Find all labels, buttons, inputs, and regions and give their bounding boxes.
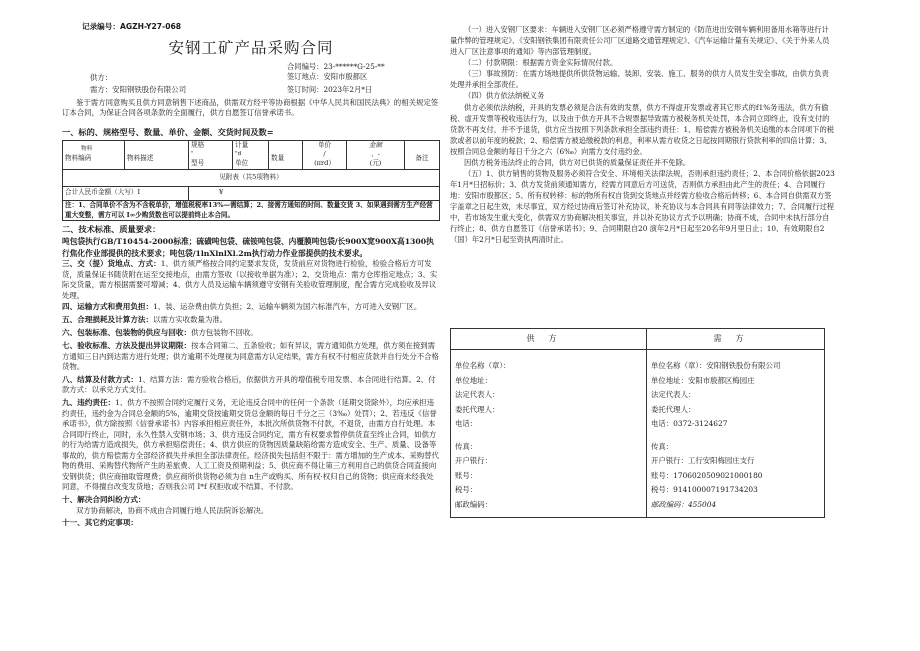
sign-time: 签订时间：2023年2月*日 [287,85,373,95]
section7: 七、验收标准、方法及提出异议期限：按本合同第二、五条验收；如有异议，需方通知供方处理，供方须在接到需方通知三日内到达需方进行处理；供方逾期不处理视为同意需方认定结果，需方有权不付相应货款并自行处分不合格货物。 [62,340,439,372]
record-number: 记录编号：AGZH-Y27-068 [82,22,182,31]
section3: 三、交（提）货地点、方式：1、供方须严格按合同约定要求发货，发货前应对货物进行检验，检验合格后方可发货，质量保证书随货附在运至交接地点，由需方签收（以接收单据为准）；2、交货地点：需方仓库指定地点；3、实际交货量，需方根据需要可增减；4、供方人员及运输车辆须遵守安钢有关验收管理制度，配合需方完成验收及异议处理。 [62,259,438,300]
clause-tax-heading: （四）供方依法纳税义务 [464,91,545,101]
clause-other-terms: （五）1、供方销售的货物及服务必须符合安全、环境相关法律法规，否则承担违约责任；2、本合同价格依据2023年1月*日招标价；3、供方发货前须通知需方，经需方同意后方可送货，否则供方承担由此产生的责任；4、合同履行地：安阳市殷都区；5、所有权转移：标的物所有权自货到交货地点并经需方验收合格后转移；6、本合同自供需双方签字盖章之日起生效，未尽事宜，双方经过协商后签订补充协议，补充协议与本合同具有同等法律效力；7、合同履行过程中，若市场发生重大变化，供需双方协商解决相关事宜，并以补充协议方式予以明确；协商不成，合同中未执行部分自行终止；8、供方自愿签订《信誉承诺书》；9、合同期限自20 演年2月*日起至20名年9月里日止；10、有效期限自2（国）年2月*日起至资执两清时止。 [450,169,835,245]
section11-title: 十一、其它约定事项： [62,518,138,528]
section1-title: 一、标的、规格型号、数量、单价、金额、交货时间及数= [62,126,274,137]
section2-title: 二、技术标准、质量要求： [62,224,161,235]
col-remark: 备注 [405,140,440,169]
col-quantity: 数量 [269,140,303,169]
clause-tax-note: 因供方税务违法终止的合同，供方对已供货的质量保证责任并不免除。 [464,157,691,167]
signature-table [450,328,825,518]
clause-tax-content: 供方必须依法纳税，开具的发票必须是合法有效的发票，供方不得虚开发票或者其它形式的f1%务违法，供方有偷税、虚开发票等税收违法行为，以及由于供方开具不合规票据导致需方被税务机关处罚，本合同立即终止，没有支付的货款不再支付，并不予退货，供方应当按照下列条款承担全部违约责任：1、赔偿需方被税务机关追缴的本合同项下的税款或者以前年度的税款；2、赔偿需方被追缴税款的利息，利率从需方收货之日起按同期银行贷款利率的四倍计算；3、按照合同总金额的每日千分之六（6‰）向需方支付违约金。 [450,102,835,156]
section10-title: 十、解决合同纠纷方式： [62,494,146,504]
sign-place: 签订地点：安阳市殷都区 [287,72,368,82]
clause-entry-requirements: （一）进入安钢厂区要求：车辆进入安钢厂区必须严格遵守需方制定的《防范进出安钢车辆利用备用水箱等进行计量作弊的管理规定》、《安阳钢铁集团有限责任公司厂区道路交通管理规定》、《汽车运输计量有关规定》、《关于外来人员进入厂区注意事项的通知》等内部管理制度。 [450,25,830,57]
col-material-code: 物料 物料编码 [63,140,125,169]
col-material-desc: 物料描述 [125,140,189,169]
clause-accident-prevention: （三）事故预防：在需方场地提供所供货物运输、装卸、安装、施工、服务的供方人员发生安全事故，由供方负责处理并承担全部责任。 [450,69,829,90]
section8: 八、结算及付款方式：1、结算方法：需方验收合格后，依据供方开具的增值税专用发票、本合同进行结算。2、付款方式：以承兑方式支付。 [62,374,436,395]
supplier-signature-block: 单位名称（章）： 单位地址： 法定代表人： 委托代理人： 电话： 传真： 开户银行： 账号： 税号： 邮政编码： [451,350,647,518]
section4: 四、运输方式和费用负担：1、装、运杂费由供方负担；2、运输车辆须为国六标准汽车，方可进入安钢厂区。 [62,302,422,312]
supplier-header: 供方 [451,329,647,350]
price-note: 注：1、合同单价不含为不含税单价，增值税税率13%—需结算；2、接需方通知的时间、数量交货 3、如果遇到需方生产经营重大变整，需方可以 I∞少购货数也可以提前终止本合同。 [63,200,440,221]
intro-paragraph: 鉴于需方同意购买且供方同意销售下述商品，供需双方经平等协商根据《中华人民共和国民法典》的相关规定签订本合同，为保证合同各项条款的全面履行，供方自愿签订信誉承诺书。 [62,97,439,118]
section9: 九、违约责任：1、供方不按照合同约定履行义务，无论违反合同中的任何一个条款（延期交货除外），均应承担违约责任，违约金为合同总金额的5%，逾期交货按逾期交货总金额的每日千分之三（3‰）处罚）；2、若违反《信誉承诺书》，供方除按照《信誉承诺书》内容承担相应责任外，本批次所供货物不付款，不退货，由需方自行处理。本合同即行终止，同时，永久性禁入安钢市场；3、供方违反合同约定，需方有权要求暂停供货直至终止合同，如供方的行为给需方造成损失，供方承担赔偿责任；4、供方供应的货物因质量缺陷给需方造成安全、生产、质量、设备等事故的，供方赔偿需方全部经济损失并承担全部法律责任。经济损失包括但不限于：需方增加的生产成本、采购替代物的费用、采购替代物所产生的差旅费、人工工资及预期利益；5、供应商不得让第三方利用自己的供货合同直接向安钢供货；供应商抽取管理费；供应商所供货物必须为自 n生产或购买、所有权·权归自己的货物；供应商未经我处同意，不得擅自改变发货地；否则我公司 I*f 权拒收或不结算、不付款。 [62,397,439,492]
left-column [62,22,440,529]
buyer-header: 需方 [647,329,825,350]
buyer-signature-block: 单位名称（章）：安阳钢铁股份有限公司 单位地址：安阳市殷都区梅园庄 法定代表人： 委托代理人： 电话：0372-3124627 传真： 开户银行：工行安阳梅园庄支行 账号：1706020509021000180 税号：914100007191734203 邮政编码：455004 [647,350,825,518]
col-amount: 金额 、- (元) [347,140,405,169]
buyer-line: 需方：安阳钢铁股份有限公司 [90,85,187,95]
total-value: ¥ [189,186,440,200]
contract-number: 合同编号：23-******G-25-** [287,61,385,71]
contract-title: 安钢工矿产品采购合同 [168,38,334,57]
items-table [62,140,440,222]
clause-payment-term: （二）付款期限：根据需方资金实际情况付款。 [464,58,618,68]
right-column [450,24,835,246]
section6: 六、包装标准、包装物的供应与回收：供方包装物不回收。 [62,328,258,338]
section2-content: 吨包袋执行GB/T10454-2000标准；硫磺吨包袋、硫铵吨包袋、内覆膜吨包袋/长900X宽900X高1300执行焦化作业部提供的技术要求；吨包袋/1lnXlnlXl.2m执行动力作业部提供的技术要求。 [62,237,434,258]
col-unit: 计量 "d 单位 [233,140,269,169]
total-label: 合计人民币金额（大写）I [63,186,189,200]
col-spec: 规格 " 型号 [189,140,233,169]
section5: 五、合理损耗及计算方法：以需方实收数量为准。 [62,315,228,325]
supplier-line: 供方： [90,72,113,82]
attachment-row: 见附表（共5项物料） [63,169,440,186]
section10-content: 双方协商解决，协商不成由合同履行地人民法院诉讼解决。 [76,505,269,515]
col-unit-price: 单价 / (πrd） [303,140,347,169]
